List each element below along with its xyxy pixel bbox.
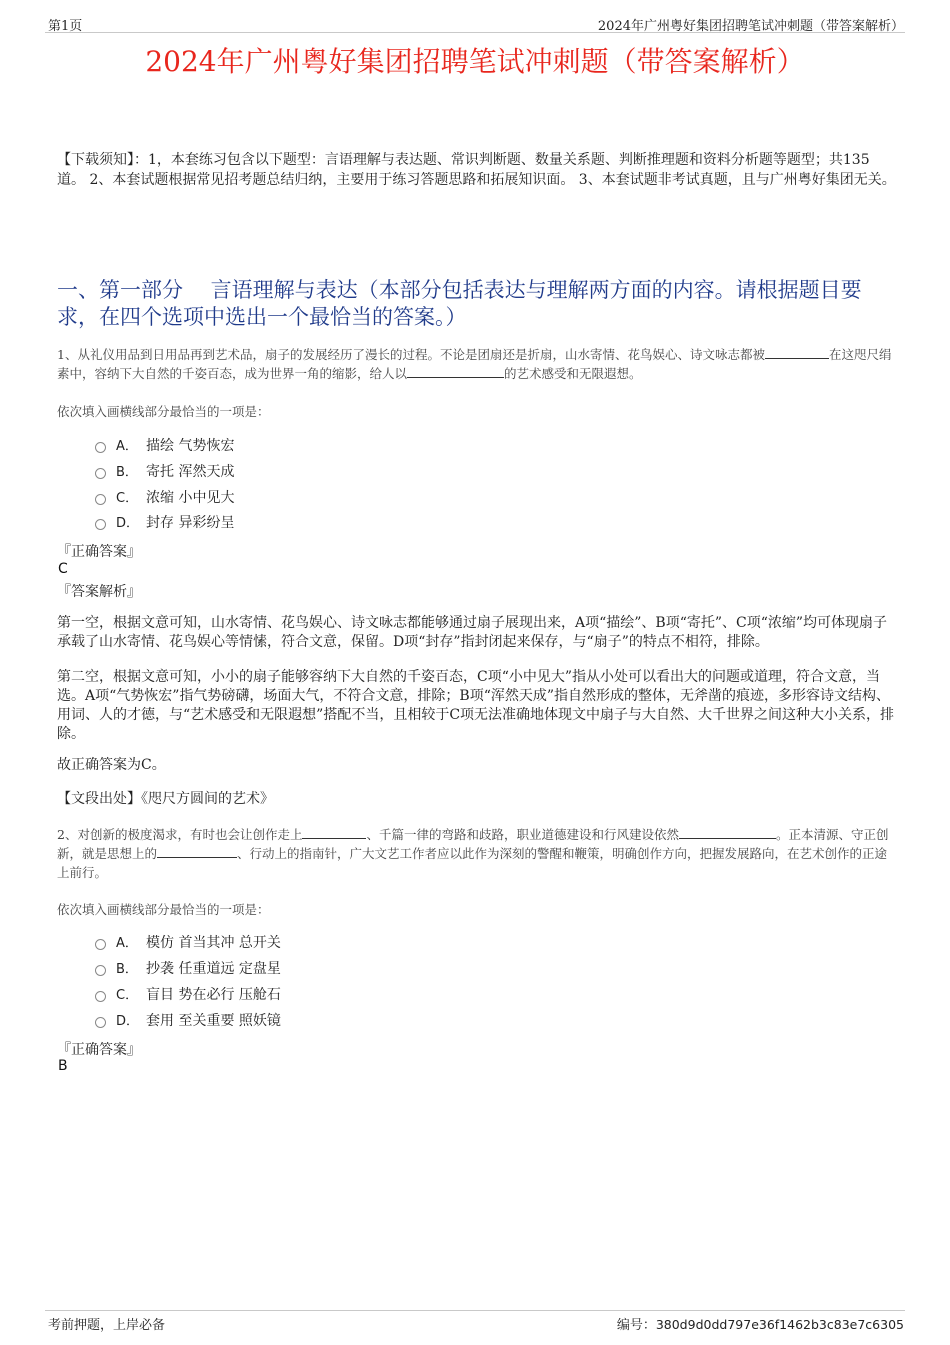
document-code-value: 380d9d0dd797e36f1462b3c83e7c6305 [655, 1317, 904, 1332]
option-text: 寄托 浑然天成 [146, 464, 235, 480]
q1-analysis-1: 第一空，根据文意可知，山水寄情、花鸟娱心、诗文咏志都能够通过扇子展现出来，A项“描绘”、B项“寄托”、C项“浓缩”均可体现扇子承载了山水寄情、花鸟娱心等情愫，符合文意，保留。D项“封存”指封闭起来保存，与“扇子”的特点不相符，排除。 [57, 615, 888, 650]
q1-text-b: 在这咫尺绢素中，容纳下大自然的千姿百态，成为世界一角的缩影，给人以 [57, 347, 892, 381]
download-notice: 【下载须知】：1，本套练习包含以下题型：言语理解与表达题、常识判断题、数量关系题、判断推理题和资料分析题等题型；共135道。 2、本套试题根据常见招考题总结归纳，主要用于练习答题思路和拓展知识面。 3、本套试题非考试真题，且与广州粤好集团无关。 [57, 152, 896, 188]
question-1-text [57, 345, 897, 383]
q1-text-c: 的艺术感受和无限遐想。 [504, 366, 642, 381]
q2-option-b[interactable] [95, 958, 281, 980]
option-letter: A． [116, 936, 138, 951]
radio-icon[interactable] [95, 468, 106, 479]
header-doc-title: 2024年广州粤好集团招聘笔试冲刺题（带答案解析） [597, 19, 904, 34]
q2-option-a[interactable] [95, 932, 281, 954]
q1-option-d[interactable] [95, 512, 234, 534]
radio-icon[interactable] [95, 494, 106, 505]
q1-option-c[interactable] [95, 487, 234, 509]
footer-slogan: 考前押题，上岸必备 [48, 1318, 166, 1333]
option-text: 套用 至关重要 照妖镜 [146, 1013, 281, 1029]
q1-blank-1 [765, 346, 829, 359]
q1-option-a[interactable] [95, 435, 234, 457]
option-letter: D． [116, 516, 140, 531]
radio-icon[interactable] [95, 519, 106, 530]
page-number: 第1页 [48, 19, 83, 34]
q2-text-a: 2、对创新的极度渴求，有时也会让创作走上 [57, 827, 303, 842]
q1-source: 【文段出处】《咫尺方圆间的艺术》 [57, 791, 274, 807]
option-text: 模仿 首当其冲 总开关 [146, 935, 281, 951]
q2-answer: B [58, 1058, 68, 1074]
q1-blank-2 [407, 365, 504, 378]
option-text: 抄袭 任重道远 定盘星 [146, 961, 281, 977]
header-divider [45, 32, 905, 33]
q2-answer-label: 『正确答案』 [57, 1042, 141, 1058]
q2-option-d[interactable] [95, 1010, 281, 1032]
q1-analysis-2: 第二空，根据文意可知，小小的扇子能够容纳下大自然的千姿百态，C项“小中见大”指从小处可以看出大的问题或道理，符合文意，当选。A项“气势恢宏”指气势磅礴，场面大气，不符合文意，排除；B项“浑然天成”指自然形成的整体，无斧凿的痕迹，多形容诗文结构、用词、人的才德，与“艺术感受和无限遐想”搭配不当，且相较于C项无法准确地体现文中扇子与大自然、大千世界之间这种大小关系，排除。 [57, 669, 895, 742]
document-code [617, 1314, 904, 1333]
q1-text-a: 1、从礼仪用品到日用品再到艺术品，扇子的发展经历了漫长的过程。不论是团扇还是折扇，山水寄情、花鸟娱心、诗文咏志都被 [57, 347, 765, 362]
radio-icon[interactable] [95, 939, 106, 950]
q2-text-b: 、千篇一律的弯路和歧路，职业道德建设和行风建设依然 [366, 827, 679, 842]
q1-answer: C [58, 561, 68, 577]
question-2-text [57, 825, 897, 882]
document-title: 2024年广州粤好集团招聘笔试冲刺题（带答案解析） [145, 45, 805, 78]
q2-text-d: 、行动上的指南针，广大文艺工作者应以此作为深刻的警醒和鞭策，明确创作方向，把握发展路向，在艺术创作的正途上前行。 [57, 846, 888, 880]
q2-instruction: 依次填入画横线部分最恰当的一项是： [57, 902, 270, 917]
q1-answer-label: 『正确答案』 [57, 544, 141, 560]
radio-icon[interactable] [95, 442, 106, 453]
option-text: 封存 异彩纷呈 [146, 515, 235, 531]
option-letter: B． [116, 962, 138, 977]
option-text: 描绘 气势恢宏 [146, 438, 235, 454]
footer-divider [45, 1310, 905, 1311]
option-text: 盲目 势在必行 压舱石 [146, 987, 281, 1003]
radio-icon[interactable] [95, 1017, 106, 1028]
q2-option-c[interactable] [95, 984, 281, 1006]
q1-conclusion: 故正确答案为C。 [57, 757, 166, 773]
q2-blank-1 [302, 826, 366, 839]
q2-blank-3 [157, 845, 237, 858]
q1-option-b[interactable] [95, 461, 234, 483]
option-letter: C． [116, 988, 139, 1003]
section-heading: 一、第一部分 言语理解与表达（本部分包括表达与理解两方面的内容。请根据题目要求，在四个选项中选出一个最恰当的答案。） [57, 278, 862, 329]
option-text: 浓缩 小中见大 [146, 490, 235, 506]
q1-analysis-label: 『答案解析』 [57, 584, 141, 600]
option-letter: C． [116, 491, 139, 506]
q1-instruction: 依次填入画横线部分最恰当的一项是： [57, 404, 270, 419]
radio-icon[interactable] [95, 965, 106, 976]
document-code-label: 编号： [616, 1318, 656, 1333]
q2-blank-2 [679, 826, 776, 839]
option-letter: A． [116, 439, 138, 454]
radio-icon[interactable] [95, 991, 106, 1002]
option-letter: D． [116, 1014, 140, 1029]
option-letter: B． [116, 465, 138, 480]
q2-text-c: 。正本清源、守正创新，就是思想上的 [57, 827, 889, 861]
